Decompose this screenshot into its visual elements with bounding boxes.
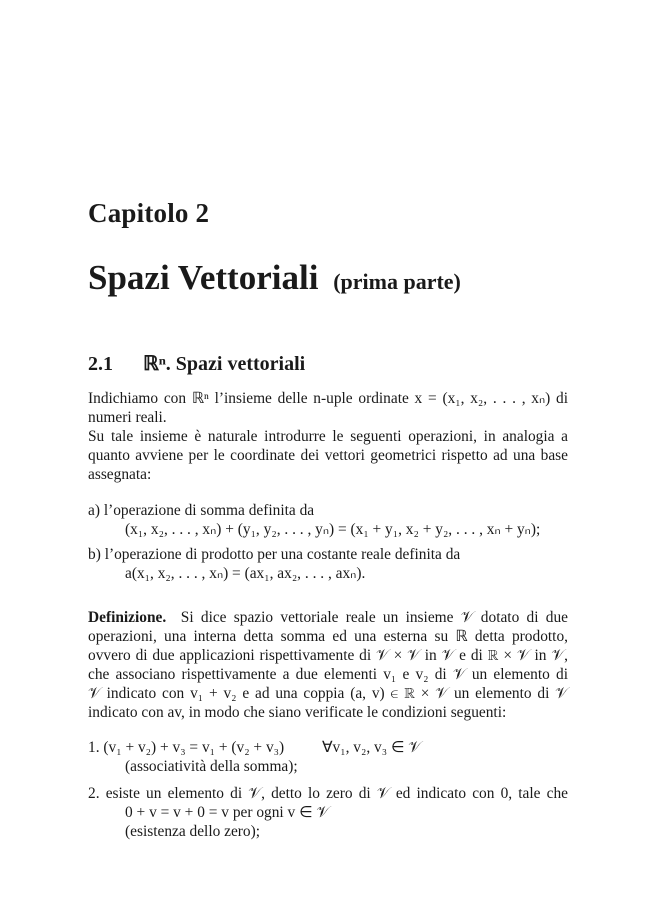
operation-formula: (x₁, x₂, . . . , xₙ) + (y₁, y₂, . . . , yₙ) = (x₁ + y₁, x₂ + y₂, . . . , xₙ + yₙ); bbox=[125, 521, 541, 538]
chapter-label: Capitolo 2 bbox=[88, 198, 210, 228]
definition-heading: Definizione. bbox=[88, 609, 167, 626]
definition-line: 𝒱 indicato con v₁ + v₂ e ad una coppia (a, v) ∈ ℝ × 𝒱 un elemento di 𝒱 bbox=[88, 685, 568, 702]
condition-first-line bbox=[88, 738, 568, 757]
condition-item-2 bbox=[88, 784, 568, 841]
condition-quantifier: ∀v₁, v₂, v₃ ∈ 𝒱 bbox=[322, 739, 422, 756]
conditions-list bbox=[88, 738, 568, 841]
chapter-title-main: Spazi Vettoriali bbox=[88, 258, 319, 297]
condition-text: esiste un elemento di 𝒱, detto lo zero di 𝒱 ed indicato con 0, tale che bbox=[105, 785, 568, 802]
condition-label: 2. bbox=[88, 785, 100, 802]
intro-line: Indichiamo con ℝⁿ l’insieme delle n-uple ordinate x = (x₁, x₂, . . . , xₙ) di bbox=[88, 390, 568, 407]
intro-line: quanto avviene per le coordinate dei vettori geometrici rispetto ad una base bbox=[88, 447, 568, 464]
definition-line: indicato con av, in modo che siano verificate le condizioni seguenti: bbox=[88, 704, 507, 721]
condition-note: (esistenza dello zero); bbox=[125, 823, 261, 840]
definition-line bbox=[88, 608, 568, 627]
intro-paragraph bbox=[88, 389, 568, 484]
condition-formula: (v₁ + v₂) + v₃ = v₁ + (v₂ + v₃) bbox=[103, 739, 285, 756]
section-heading bbox=[88, 351, 305, 376]
operation-item-b bbox=[88, 545, 568, 583]
operations-list bbox=[88, 501, 568, 583]
chapter-title bbox=[88, 258, 461, 298]
chapter-subtitle: (prima parte) bbox=[333, 269, 461, 294]
operation-text bbox=[88, 545, 568, 564]
operation-item-a bbox=[88, 501, 568, 539]
definition-line: operazioni, una interna detta somma ed una esterna su ℝ detta prodotto, bbox=[88, 628, 568, 645]
operation-formula: a(x₁, x₂, . . . , xₙ) = (ax₁, ax₂, . . . , axₙ). bbox=[125, 565, 366, 582]
operation-description: l’operazione di prodotto per una costante reale definita da bbox=[104, 546, 461, 563]
intro-line: Su tale insieme è naturale introdurre le seguenti operazioni, in analogia a bbox=[88, 428, 568, 445]
condition-formula: 0 + v = v + 0 = v per ogni v ∈ 𝒱 bbox=[125, 804, 330, 821]
operation-text bbox=[88, 501, 568, 520]
definition-paragraph bbox=[88, 608, 568, 722]
condition-label: 1. bbox=[88, 739, 100, 756]
definition-line-text: Si dice spazio vettoriale reale un insieme 𝒱 dotato di due bbox=[180, 609, 569, 626]
definition-line: ovvero di due applicazioni rispettivamente di 𝒱 × 𝒱 in 𝒱 e di ℝ × 𝒱 in 𝒱, bbox=[88, 647, 568, 664]
section-number: 2.1 bbox=[88, 353, 113, 375]
condition-note: (associatività della somma); bbox=[125, 758, 298, 775]
operation-label: b) bbox=[88, 546, 101, 563]
operation-label: a) bbox=[88, 502, 100, 519]
operation-description: l’operazione di somma definita da bbox=[103, 502, 315, 519]
condition-item-1 bbox=[88, 738, 568, 776]
intro-line: numeri reali. bbox=[88, 409, 167, 426]
section-title: ℝⁿ. Spazi vettoriali bbox=[143, 353, 306, 375]
intro-line: assegnata: bbox=[88, 466, 152, 483]
condition-first-line bbox=[88, 784, 568, 803]
definition-line: che associano rispettivamente a due elementi v₁ e v₂ di 𝒱 un elemento di bbox=[88, 666, 568, 683]
